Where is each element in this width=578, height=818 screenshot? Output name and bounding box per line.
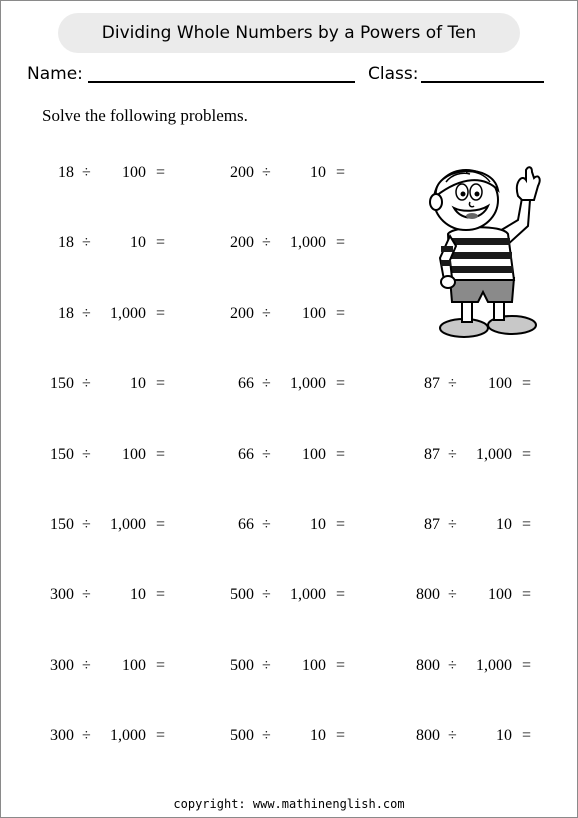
divisor: 100 bbox=[302, 657, 326, 674]
dividend: 150 bbox=[50, 375, 74, 392]
equals-sign: = bbox=[336, 586, 346, 603]
boy-waving-illustration bbox=[422, 162, 542, 340]
dividend: 500 bbox=[230, 727, 254, 744]
divisor: 1,000 bbox=[290, 375, 326, 392]
divisor: 10 bbox=[130, 234, 146, 251]
divisor: 10 bbox=[496, 516, 512, 533]
equals-sign: = bbox=[156, 164, 166, 181]
instructions: Solve the following problems. bbox=[42, 106, 248, 125]
worksheet-title: Dividing Whole Numbers by a Powers of Ten bbox=[58, 13, 520, 53]
equals-sign: = bbox=[336, 727, 346, 744]
divisor: 100 bbox=[488, 375, 512, 392]
divide-sign: ÷ bbox=[262, 586, 271, 603]
divide-sign: ÷ bbox=[82, 305, 91, 322]
divide-sign: ÷ bbox=[448, 375, 457, 392]
equals-sign: = bbox=[156, 305, 166, 322]
divide-sign: ÷ bbox=[82, 657, 91, 674]
equals-sign: = bbox=[522, 375, 532, 392]
dividend: 800 bbox=[416, 657, 440, 674]
name-blank-line bbox=[88, 81, 355, 83]
divisor: 10 bbox=[310, 727, 326, 744]
divide-sign: ÷ bbox=[262, 657, 271, 674]
name-class-row bbox=[0, 62, 578, 92]
divisor: 100 bbox=[122, 446, 146, 463]
class-blank-line bbox=[421, 81, 544, 83]
divisor: 100 bbox=[122, 164, 146, 181]
divisor: 10 bbox=[310, 516, 326, 533]
divide-sign: ÷ bbox=[448, 727, 457, 744]
divisor: 1,000 bbox=[110, 516, 146, 533]
divisor: 100 bbox=[302, 446, 326, 463]
dividend: 87 bbox=[424, 446, 440, 463]
name-label: Name: bbox=[27, 64, 83, 84]
dividend: 500 bbox=[230, 657, 254, 674]
equals-sign: = bbox=[336, 305, 346, 322]
divisor: 100 bbox=[122, 657, 146, 674]
dividend: 18 bbox=[58, 164, 74, 181]
divide-sign: ÷ bbox=[262, 164, 271, 181]
equals-sign: = bbox=[336, 516, 346, 533]
equals-sign: = bbox=[156, 446, 166, 463]
divisor: 1,000 bbox=[476, 446, 512, 463]
dividend: 800 bbox=[416, 727, 440, 744]
dividend: 200 bbox=[230, 164, 254, 181]
divide-sign: ÷ bbox=[448, 516, 457, 533]
divide-sign: ÷ bbox=[262, 516, 271, 533]
equals-sign: = bbox=[156, 375, 166, 392]
divide-sign: ÷ bbox=[262, 446, 271, 463]
equals-sign: = bbox=[522, 727, 532, 744]
equals-sign: = bbox=[156, 234, 166, 251]
class-label: Class: bbox=[368, 64, 419, 84]
equals-sign: = bbox=[336, 164, 346, 181]
divide-sign: ÷ bbox=[448, 657, 457, 674]
divisor: 10 bbox=[130, 375, 146, 392]
dividend: 150 bbox=[50, 446, 74, 463]
equals-sign: = bbox=[156, 586, 166, 603]
divisor: 10 bbox=[310, 164, 326, 181]
equals-sign: = bbox=[156, 516, 166, 533]
equals-sign: = bbox=[336, 446, 346, 463]
dividend: 66 bbox=[238, 516, 254, 533]
divide-sign: ÷ bbox=[82, 164, 91, 181]
equals-sign: = bbox=[336, 234, 346, 251]
divide-sign: ÷ bbox=[262, 727, 271, 744]
divide-sign: ÷ bbox=[262, 234, 271, 251]
equals-sign: = bbox=[156, 657, 166, 674]
dividend: 87 bbox=[424, 516, 440, 533]
equals-sign: = bbox=[522, 516, 532, 533]
dividend: 150 bbox=[50, 516, 74, 533]
divide-sign: ÷ bbox=[448, 446, 457, 463]
dividend: 800 bbox=[416, 586, 440, 603]
dividend: 200 bbox=[230, 234, 254, 251]
dividend: 18 bbox=[58, 234, 74, 251]
equals-sign: = bbox=[522, 657, 532, 674]
dividend: 200 bbox=[230, 305, 254, 322]
dividend: 66 bbox=[238, 446, 254, 463]
equals-sign: = bbox=[522, 586, 532, 603]
divide-sign: ÷ bbox=[262, 305, 271, 322]
divisor: 10 bbox=[130, 586, 146, 603]
divisor: 100 bbox=[302, 305, 326, 322]
divisor: 1,000 bbox=[476, 657, 512, 674]
divide-sign: ÷ bbox=[262, 375, 271, 392]
dividend: 18 bbox=[58, 305, 74, 322]
divide-sign: ÷ bbox=[448, 586, 457, 603]
divisor: 1,000 bbox=[110, 305, 146, 322]
divisor: 1,000 bbox=[290, 234, 326, 251]
dividend: 66 bbox=[238, 375, 254, 392]
divide-sign: ÷ bbox=[82, 375, 91, 392]
divisor: 100 bbox=[488, 586, 512, 603]
dividend: 300 bbox=[50, 727, 74, 744]
dividend: 300 bbox=[50, 657, 74, 674]
dividend: 500 bbox=[230, 586, 254, 603]
divisor: 1,000 bbox=[110, 727, 146, 744]
copyright-footer: copyright: www.mathinenglish.com bbox=[173, 797, 405, 811]
divide-sign: ÷ bbox=[82, 516, 91, 533]
divide-sign: ÷ bbox=[82, 446, 91, 463]
equals-sign: = bbox=[522, 446, 532, 463]
divide-sign: ÷ bbox=[82, 727, 91, 744]
dividend: 87 bbox=[424, 375, 440, 392]
equals-sign: = bbox=[336, 657, 346, 674]
divide-sign: ÷ bbox=[82, 234, 91, 251]
dividend: 300 bbox=[50, 586, 74, 603]
divisor: 1,000 bbox=[290, 586, 326, 603]
divisor: 10 bbox=[496, 727, 512, 744]
equals-sign: = bbox=[156, 727, 166, 744]
divide-sign: ÷ bbox=[82, 586, 91, 603]
equals-sign: = bbox=[336, 375, 346, 392]
